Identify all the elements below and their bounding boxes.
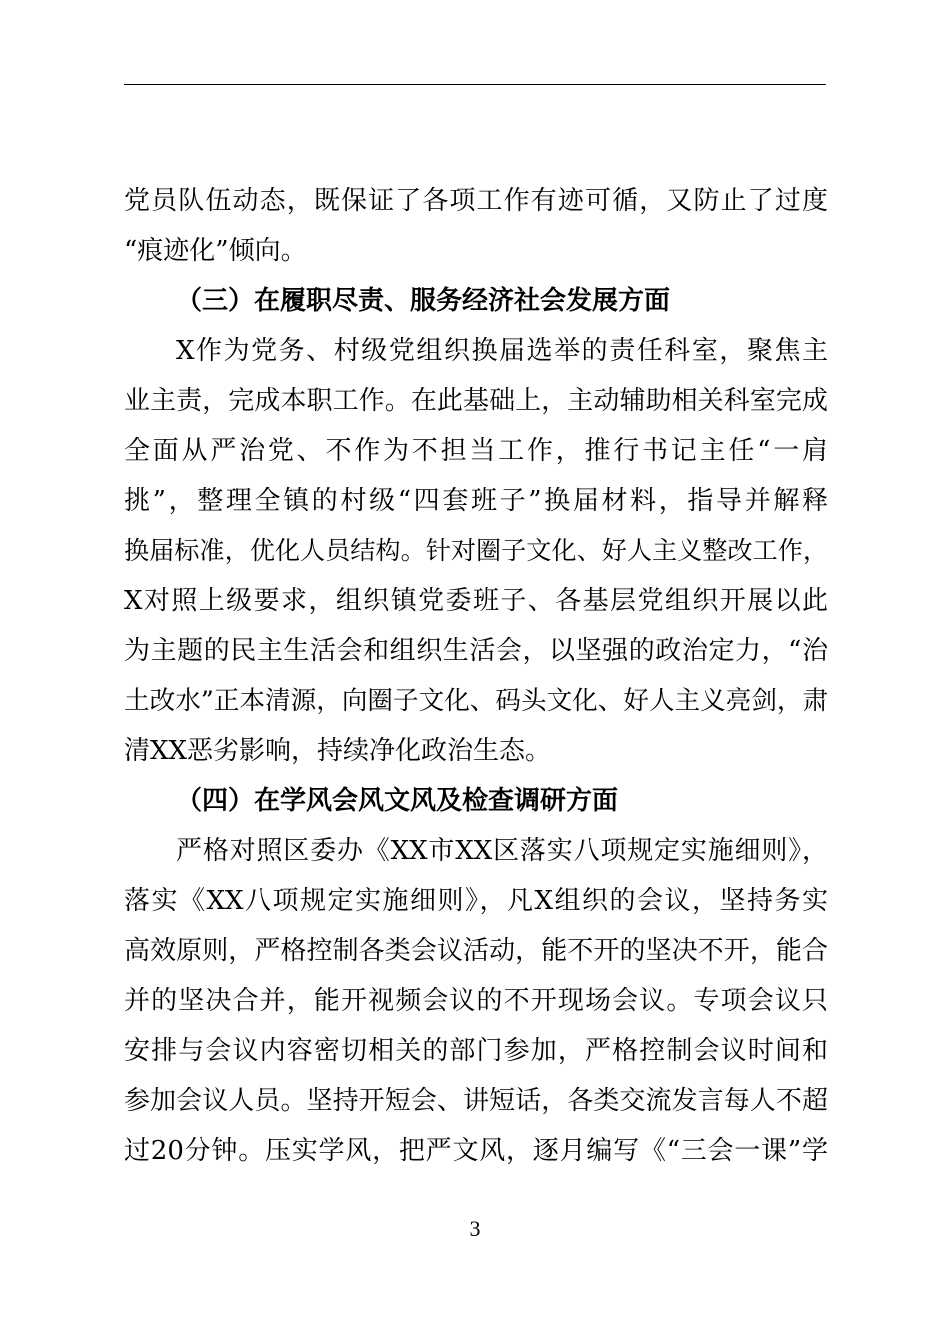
text-line: 并的坚决合并，能开视频会议的不开现场会议。专项会议只: [124, 986, 828, 1016]
header-rule: [124, 84, 826, 85]
text-line: 安排与会议内容密切相关的部门参加，严格控制会议时间和: [124, 1036, 828, 1066]
text-line: 落实《XX八项规定实施细则》，凡X组织的会议，坚持务实: [124, 886, 828, 916]
section-heading: （四）在学风会风文风及检查调研方面: [176, 786, 619, 816]
text-line: 全面从严治党、不作为不担当工作，推行书记主任“一肩: [124, 436, 828, 466]
text-line: 清XX恶劣影响，持续净化政治生态。: [124, 736, 552, 766]
text-line: 换届标准，优化人员结构。针对圈子文化、好人主义整改工作，: [124, 536, 828, 565]
text-line: 挑”，整理全镇的村级“四套班子”换届材料，指导并解释: [124, 486, 828, 516]
text-line: 土改水”正本清源，向圈子文化、码头文化、好人主义亮剑，肃: [124, 686, 829, 716]
text-line: 为主题的民主生活会和组织生活会，以坚强的政治定力，“治: [124, 636, 828, 666]
text-line: 严格对照区委办《XX市XX区落实八项规定实施细则》，: [176, 836, 828, 866]
section-heading: （三）在履职尽责、服务经济社会发展方面: [176, 286, 671, 316]
page-number: 3: [469, 1216, 481, 1241]
text-line: X作为党务、村级党组织换届选举的责任科室，聚焦主: [176, 336, 828, 366]
text-line: 过20分钟。压实学风，把严文风，逐月编写《“三会一课”学: [124, 1136, 828, 1166]
text-line: 业主责，完成本职工作。在此基础上，主动辅助相关科室完成: [124, 386, 828, 416]
text-line: “痕迹化”倾向。: [124, 236, 307, 266]
text-line: 参加会议人员。坚持开短会、讲短话，各类交流发言每人不超: [124, 1086, 828, 1116]
text-line: 高效原则，严格控制各类会议活动，能不开的坚决不开，能合: [124, 936, 828, 966]
document-body: [124, 176, 828, 1176]
text-line: 党员队伍动态，既保证了各项工作有迹可循，又防止了过度: [124, 186, 828, 216]
text-line: X对照上级要求，组织镇党委班子、各基层党组织开展以此: [124, 586, 828, 616]
